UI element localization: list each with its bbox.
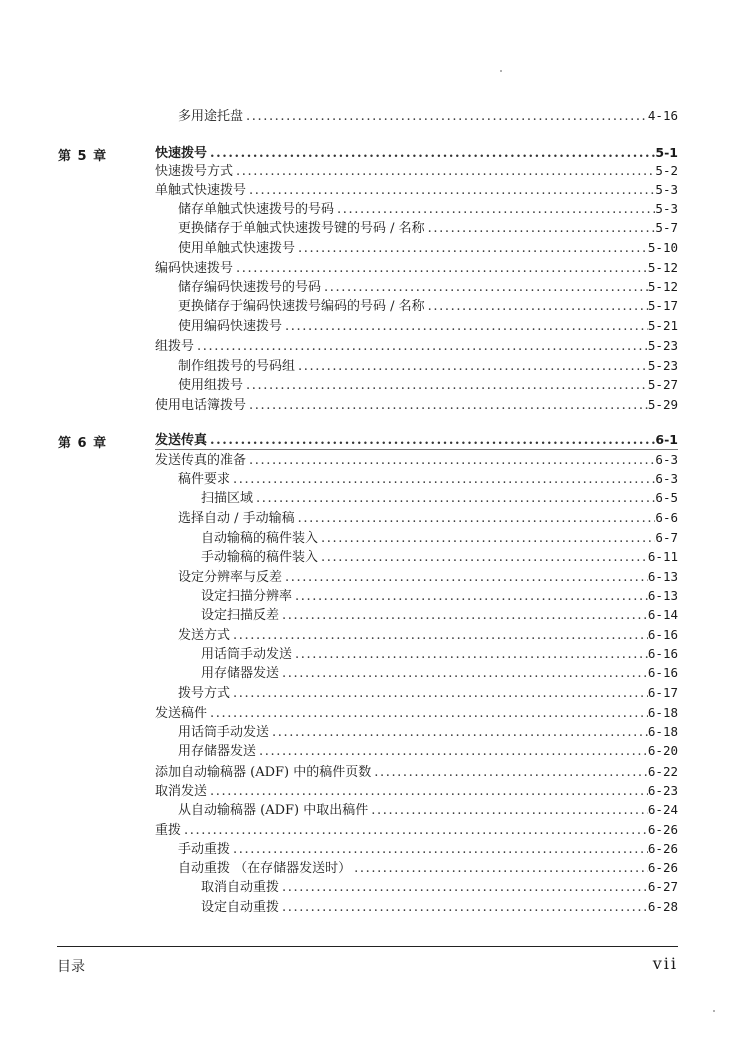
toc-entry-page: 5-27 — [647, 377, 678, 392]
toc-entry[interactable] — [178, 376, 678, 394]
toc-entry-title: 组拨号 — [155, 339, 195, 354]
dot-leader — [351, 860, 648, 877]
toc-entry[interactable] — [178, 840, 678, 858]
toc-entry[interactable] — [155, 259, 678, 277]
toc-entry-page: 6-16 — [647, 646, 678, 661]
toc-entry[interactable] — [178, 859, 678, 877]
toc-entry[interactable] — [155, 821, 678, 839]
toc-entry-page: 6-3 — [655, 452, 678, 467]
toc-entry-page: 6-18 — [647, 705, 678, 720]
chapter-6-label: 第 6 章 — [58, 436, 108, 451]
toc-entry-page: 6-18 — [647, 724, 678, 739]
toc-entry[interactable] — [155, 396, 678, 414]
toc-chapter-heading[interactable] — [155, 431, 678, 449]
toc-entry-title: 制作组拨号的号码组 — [178, 359, 296, 374]
toc-entry-title: 手动输稿的稿件装入 — [201, 550, 319, 565]
toc-entry[interactable] — [155, 704, 678, 722]
toc-entry[interactable] — [178, 239, 678, 257]
toc-entry-page: 6-5 — [655, 490, 678, 505]
scan-speck — [500, 70, 502, 72]
toc-entry[interactable] — [178, 107, 678, 125]
dot-leader — [318, 530, 655, 547]
toc-entry[interactable] — [201, 606, 678, 624]
toc-entry[interactable] — [155, 451, 678, 469]
toc-entry-title: 用存储器发送 — [201, 666, 280, 681]
footer-page-number: vii — [652, 954, 678, 973]
toc-entry[interactable] — [178, 297, 678, 315]
toc-entry-page: 6-24 — [647, 802, 678, 817]
dot-leader — [282, 318, 648, 335]
dot-leader — [233, 163, 655, 180]
toc-entry-title: 从自动输稿器 (ADF) 中取出稿件 — [178, 803, 369, 818]
toc-entry[interactable] — [178, 568, 678, 586]
toc-entry[interactable] — [201, 898, 678, 916]
dot-leader — [334, 201, 655, 218]
toc-entry-title: 编码快速拨号 — [155, 261, 234, 276]
toc-entry[interactable] — [178, 317, 678, 335]
toc-entry-page: 6-13 — [647, 569, 678, 584]
dot-leader — [230, 841, 648, 858]
toc-entry-page: 6-3 — [655, 471, 678, 486]
toc-entry[interactable] — [178, 509, 678, 527]
dot-leader — [295, 510, 656, 527]
toc-entry-page: 6-26 — [647, 822, 678, 837]
dot-leader — [425, 220, 656, 237]
toc-entry-page: 5-3 — [655, 182, 678, 197]
toc-entry-page: 6-17 — [647, 685, 678, 700]
toc-entry-title: 稿件要求 — [178, 472, 231, 487]
toc-entry-page: 5-1 — [655, 145, 678, 160]
toc-entry-page: 6-14 — [647, 607, 678, 622]
dot-leader — [279, 899, 648, 916]
dot-leader — [207, 783, 648, 800]
dot-leader — [230, 471, 655, 488]
toc-entry[interactable] — [178, 801, 678, 819]
toc-entry-title: 自动输稿的稿件装入 — [201, 531, 319, 546]
toc-entry[interactable] — [178, 357, 678, 375]
toc-entry-title: 取消自动重拨 — [201, 880, 280, 895]
toc-entry-title: 自动重拨 （在存储器发送时） — [178, 861, 352, 876]
dot-leader — [207, 705, 648, 722]
toc-entry-page: 6-22 — [647, 764, 678, 779]
toc-entry-title: 设定自动重拨 — [201, 900, 280, 915]
toc-entry-page: 6-23 — [647, 783, 678, 798]
dot-leader — [194, 338, 648, 355]
toc-entry-title: 快速拨号方式 — [155, 164, 234, 179]
toc-entry-title: 使用编码快速拨号 — [178, 319, 283, 334]
toc-entry-title: 储存单触式快速拨号的号码 — [178, 202, 335, 217]
toc-entry-page: 5-29 — [647, 397, 678, 412]
toc-entry-title: 重拨 — [155, 823, 182, 838]
footer-rule — [57, 946, 678, 947]
dot-leader — [230, 627, 648, 644]
toc-entry[interactable] — [178, 219, 678, 237]
toc-entry-page: 5-3 — [655, 201, 678, 216]
toc-entry-title: 多用途托盘 — [178, 109, 244, 124]
toc-entry-page: 5-10 — [647, 240, 678, 255]
toc-entry-page: 6-6 — [655, 510, 678, 525]
toc-entry-title: 使用电话簿拨号 — [155, 398, 247, 413]
chapter-5-label: 第 5 章 — [58, 149, 108, 164]
toc-entry-title: 储存编码快速拨号的号码 — [178, 280, 322, 295]
toc-entry-title: 发送方式 — [178, 628, 231, 643]
toc-entry-title: 发送传真的准备 — [155, 453, 247, 468]
toc-entry-page: 5-23 — [647, 358, 678, 373]
toc-entry-title: 单触式快速拨号 — [155, 183, 247, 198]
toc-entry-page: 6-7 — [655, 530, 678, 545]
dot-leader — [253, 490, 655, 507]
toc-entry-page: 6-26 — [647, 860, 678, 875]
toc-entry-title: 用话筒手动发送 — [201, 647, 293, 662]
toc-entry-page: 6-28 — [647, 899, 678, 914]
toc-entry[interactable] — [155, 782, 678, 800]
dot-leader — [246, 397, 648, 414]
toc-entry[interactable] — [155, 763, 678, 781]
toc-entry[interactable] — [155, 337, 678, 355]
toc-entry[interactable] — [201, 529, 678, 547]
toc-entry-title: 设定分辨率与反差 — [178, 570, 283, 585]
toc-entry-page: 5-23 — [647, 338, 678, 353]
toc-entry-page: 5-7 — [655, 220, 678, 235]
dot-leader — [279, 665, 648, 682]
toc-entry[interactable] — [178, 723, 678, 741]
toc-entry-page: 6-13 — [647, 588, 678, 603]
toc-entry-title: 设定扫描反差 — [201, 608, 280, 623]
toc-entry-title: 使用单触式快速拨号 — [178, 241, 296, 256]
dot-leader — [425, 298, 648, 315]
toc-entry[interactable] — [201, 548, 678, 566]
toc-chapter-heading[interactable] — [155, 144, 678, 162]
dot-leader — [371, 764, 648, 781]
toc-entry[interactable] — [178, 684, 678, 702]
toc-entry-title: 选择自动 / 手动输稿 — [178, 511, 295, 526]
dot-leader — [181, 822, 648, 839]
toc-entry-page: 6-16 — [647, 627, 678, 642]
toc-entry-page: 5-17 — [647, 298, 678, 313]
toc-entry-title: 发送传真 — [155, 433, 208, 448]
toc-entry-title: 添加自动输稿器 (ADF) 中的稿件页数 — [155, 765, 372, 780]
toc-entry[interactable] — [201, 489, 678, 507]
toc-entry-title: 手动重拨 — [178, 842, 231, 857]
dot-leader — [243, 377, 648, 394]
dot-leader — [279, 879, 648, 896]
toc-entry[interactable] — [178, 200, 678, 218]
dot-leader — [243, 108, 648, 125]
dot-leader — [282, 569, 648, 586]
toc-entry-page: 4-16 — [647, 108, 678, 123]
dot-leader — [295, 240, 648, 257]
toc-entry-page: 6-16 — [647, 665, 678, 680]
toc-entry-page: 5-21 — [647, 318, 678, 333]
toc-entry[interactable] — [201, 587, 678, 605]
toc-entry-page: 6-1 — [655, 432, 678, 447]
toc-entry-page: 5-2 — [655, 163, 678, 178]
toc-entry-page: 5-12 — [647, 279, 678, 294]
dot-leader — [368, 802, 648, 819]
divider-line — [155, 449, 678, 450]
toc-entry[interactable] — [178, 278, 678, 296]
toc-entry-title: 更换储存于编码快速拨号编码的号码 / 名称 — [178, 299, 425, 314]
toc-entry-title: 使用组拨号 — [178, 378, 244, 393]
toc-entry-page: 6-26 — [647, 841, 678, 856]
dot-leader — [318, 549, 648, 566]
scan-speck — [713, 1010, 715, 1012]
dot-leader — [292, 588, 648, 605]
toc-entry-title: 用存储器发送 — [178, 744, 257, 759]
toc-entry[interactable] — [201, 664, 678, 682]
dot-leader — [246, 182, 655, 199]
toc-entry-title: 设定扫描分辨率 — [201, 589, 293, 604]
toc-entry-page: 6-20 — [647, 743, 678, 758]
toc-entry-title: 扫描区域 — [201, 491, 254, 506]
toc-entry-page: 5-12 — [647, 260, 678, 275]
toc-entry-title: 发送稿件 — [155, 706, 208, 721]
footer-section-title: 目录 — [57, 959, 85, 975]
toc-entry[interactable] — [201, 878, 678, 896]
toc-entry-page: 6-27 — [647, 879, 678, 894]
toc-entry[interactable] — [178, 470, 678, 488]
dot-leader — [321, 279, 648, 296]
toc-entry-page: 6-11 — [647, 549, 678, 564]
toc-entry[interactable] — [178, 742, 678, 760]
toc-entry-title: 拨号方式 — [178, 686, 231, 701]
toc-entry[interactable] — [155, 162, 678, 180]
dot-leader — [269, 724, 648, 741]
dot-leader — [256, 743, 648, 760]
dot-leader — [292, 646, 648, 663]
dot-leader — [295, 358, 648, 375]
toc-entry-title: 用话筒手动发送 — [178, 725, 270, 740]
dot-leader — [207, 145, 655, 162]
dot-leader — [246, 452, 655, 469]
dot-leader — [207, 432, 655, 449]
toc-entry-title: 取消发送 — [155, 784, 208, 799]
toc-entry[interactable] — [201, 645, 678, 663]
dot-leader — [279, 607, 648, 624]
toc-entry-title: 快速拨号 — [155, 146, 208, 161]
toc-entry[interactable] — [155, 181, 678, 199]
dot-leader — [233, 260, 648, 277]
dot-leader — [230, 685, 648, 702]
toc-entry-title: 更换储存于单触式快速拨号键的号码 / 名称 — [178, 221, 425, 236]
toc-entry[interactable] — [178, 626, 678, 644]
